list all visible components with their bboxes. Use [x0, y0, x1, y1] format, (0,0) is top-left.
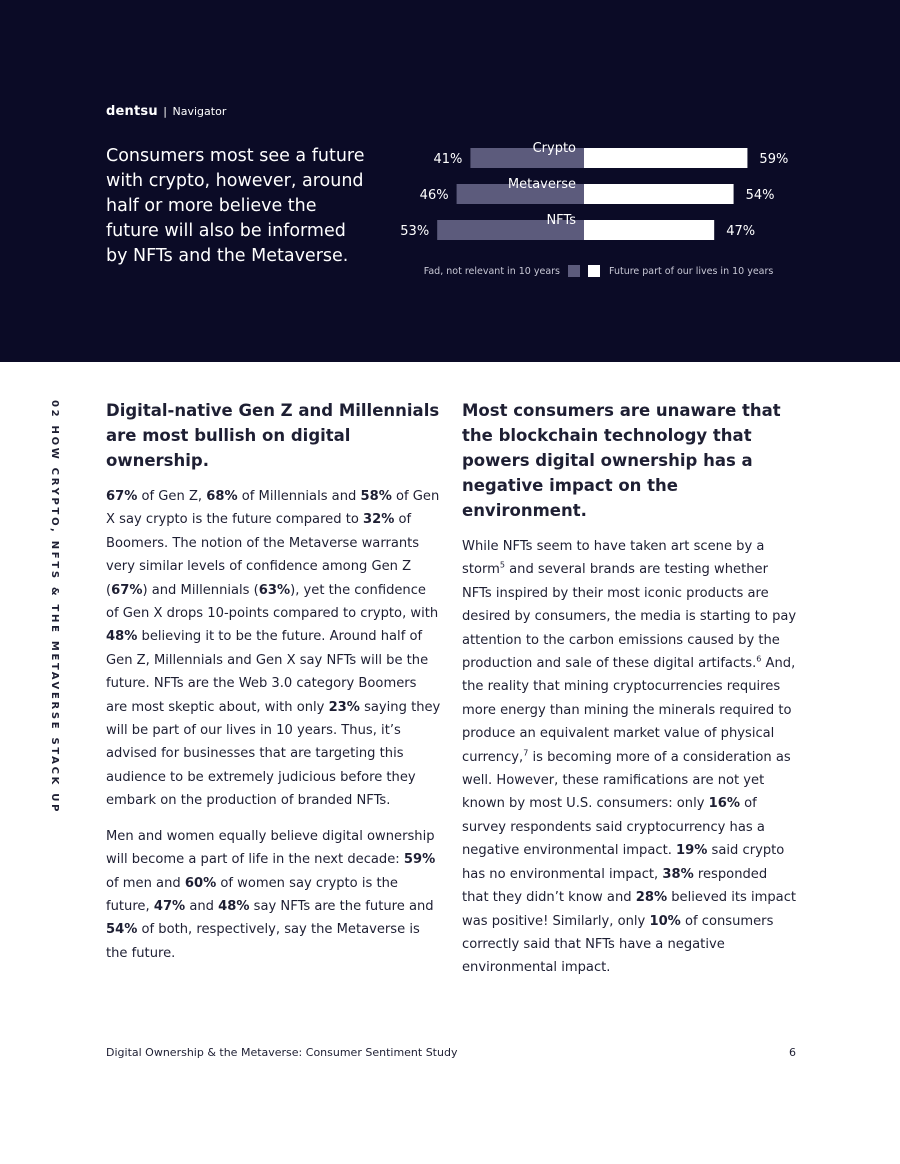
future-value-label: 47% — [726, 224, 756, 239]
legend-fad-label: Fad, not relevant in 10 years — [423, 266, 560, 277]
footnote-ref: 6 — [756, 654, 762, 664]
right-column — [462, 398, 797, 992]
section-side-label: 02 HOW CRYPTO, NFTS & THE METAVERSE STACK UP — [49, 400, 60, 815]
left-column — [106, 398, 441, 977]
legend-future-swatch — [588, 265, 600, 277]
legend-future-label: Future part of our lives in 10 years — [609, 266, 774, 277]
bold-stat: 10% — [649, 913, 681, 929]
category-label: NFTs — [546, 213, 576, 228]
bold-stat: 59% — [403, 852, 436, 868]
footer-title: Digital Ownership & the Metaverse: Consumer Sentiment Study — [106, 1046, 458, 1059]
category-label: Crypto — [532, 141, 576, 156]
bold-stat: 19% — [676, 843, 708, 859]
future-bar — [584, 220, 714, 240]
bold-stat: 60% — [184, 875, 217, 891]
page-footer — [106, 1046, 796, 1059]
right-heading: Most consumers are unaware that the blockchain technology that powers digital ownership has a negative impact on the environment. — [462, 401, 781, 520]
bold-stat: 16% — [708, 796, 740, 812]
sentiment-chart — [380, 135, 820, 285]
brand-separator: | — [163, 105, 168, 118]
left-paragraph-2: Men and women equally believe digital ownership will become a part of life in the next decade: 59% of men and 60% of women say crypto is the future, 47% and 48% say NFTs are the future and 54% of both, respectively, say the Metaverse is the future. — [106, 828, 436, 961]
bold-stat: 23% — [328, 699, 360, 715]
footnote-ref: 5 — [499, 561, 505, 571]
category-label: Metaverse — [507, 177, 576, 192]
left-paragraph-1: 67% of Gen Z, 68% of Millennials and 58% of Gen X say crypto is the future compared to 32% of Boomers. The notion of the Metaverse warrants very similar levels of confidence among Gen Z (67%) and Millennials (63%), yet the confidence of Gen X drops 10-points compared to crypto, with 48% believing it to be the future. Around half of Gen Z, Millennials and Gen X say NFTs will be the future. NFTs are the Web 3.0 category Boomers are most skeptic about, with only 23% saying they will be part of our lives in 10 years. Thus, it’s advised for businesses that are targeting this audience to be extremely judicious before they embark on the production of branded NFTs. — [106, 489, 441, 809]
legend-fad-swatch — [568, 265, 580, 277]
bold-stat: 47% — [153, 898, 186, 914]
brand-lockup — [106, 104, 226, 119]
future-value-label: 59% — [759, 152, 789, 167]
left-heading: Digital-native Gen Z and Millennials are most bullish on digital ownership. — [106, 401, 440, 470]
fad-value-label: 46% — [419, 188, 449, 203]
future-bar — [584, 184, 734, 204]
bold-stat: 48% — [218, 898, 250, 914]
fad-value-label: 53% — [400, 224, 430, 239]
bold-stat: 67% — [111, 582, 143, 598]
footnote-ref: 7 — [523, 748, 529, 758]
bold-stat: 67% — [106, 489, 138, 504]
fad-value-label: 41% — [433, 152, 463, 167]
chart-svg — [380, 135, 820, 285]
brand-product: Navigator — [172, 105, 227, 118]
bold-stat: 28% — [635, 890, 668, 906]
future-bar — [584, 148, 747, 168]
bold-stat: 54% — [106, 922, 138, 938]
bold-stat: 58% — [360, 489, 392, 504]
bold-stat: 68% — [206, 489, 238, 504]
dentsu-logo: dentsu — [106, 104, 158, 119]
bold-stat: 32% — [363, 512, 395, 528]
bold-stat: 38% — [662, 866, 694, 882]
future-value-label: 54% — [745, 188, 775, 203]
hero-banner — [0, 0, 900, 362]
hero-headline: Consumers most see a future with crypto, however, around half or more believe the future will also be informed by NFTs and the Metaverse. — [106, 146, 365, 266]
bold-stat: 63% — [258, 582, 291, 598]
page-number: 6 — [789, 1046, 796, 1059]
right-paragraph-1: While NFTs seem to have taken art scene by a storm$^5$ and several brands are testing whether NFTs inspired by their most iconic products are desired by consumers, the media is starting to pay attention to the carbon emissions caused by the production and sale of these digital artifacts.$^6$ And, the reality that mining cryptocurrencies requires more energy than mining the minerals required to produce an equivalent market value of physical currency,$^7$ is becoming more of a consideration as well. However, these ramifications are not yet known by most U.S. consumers: only 16% of survey respondents said cryptocurrency has a negative environmental impact. 19% said crypto has no environmental impact, 38% responded that they didn’t know and 28% believed its impact was positive! Similarly, only 10% of consumers correctly said that NFTs have a negative environmental impact. — [462, 539, 797, 976]
bold-stat: 48% — [106, 629, 138, 645]
